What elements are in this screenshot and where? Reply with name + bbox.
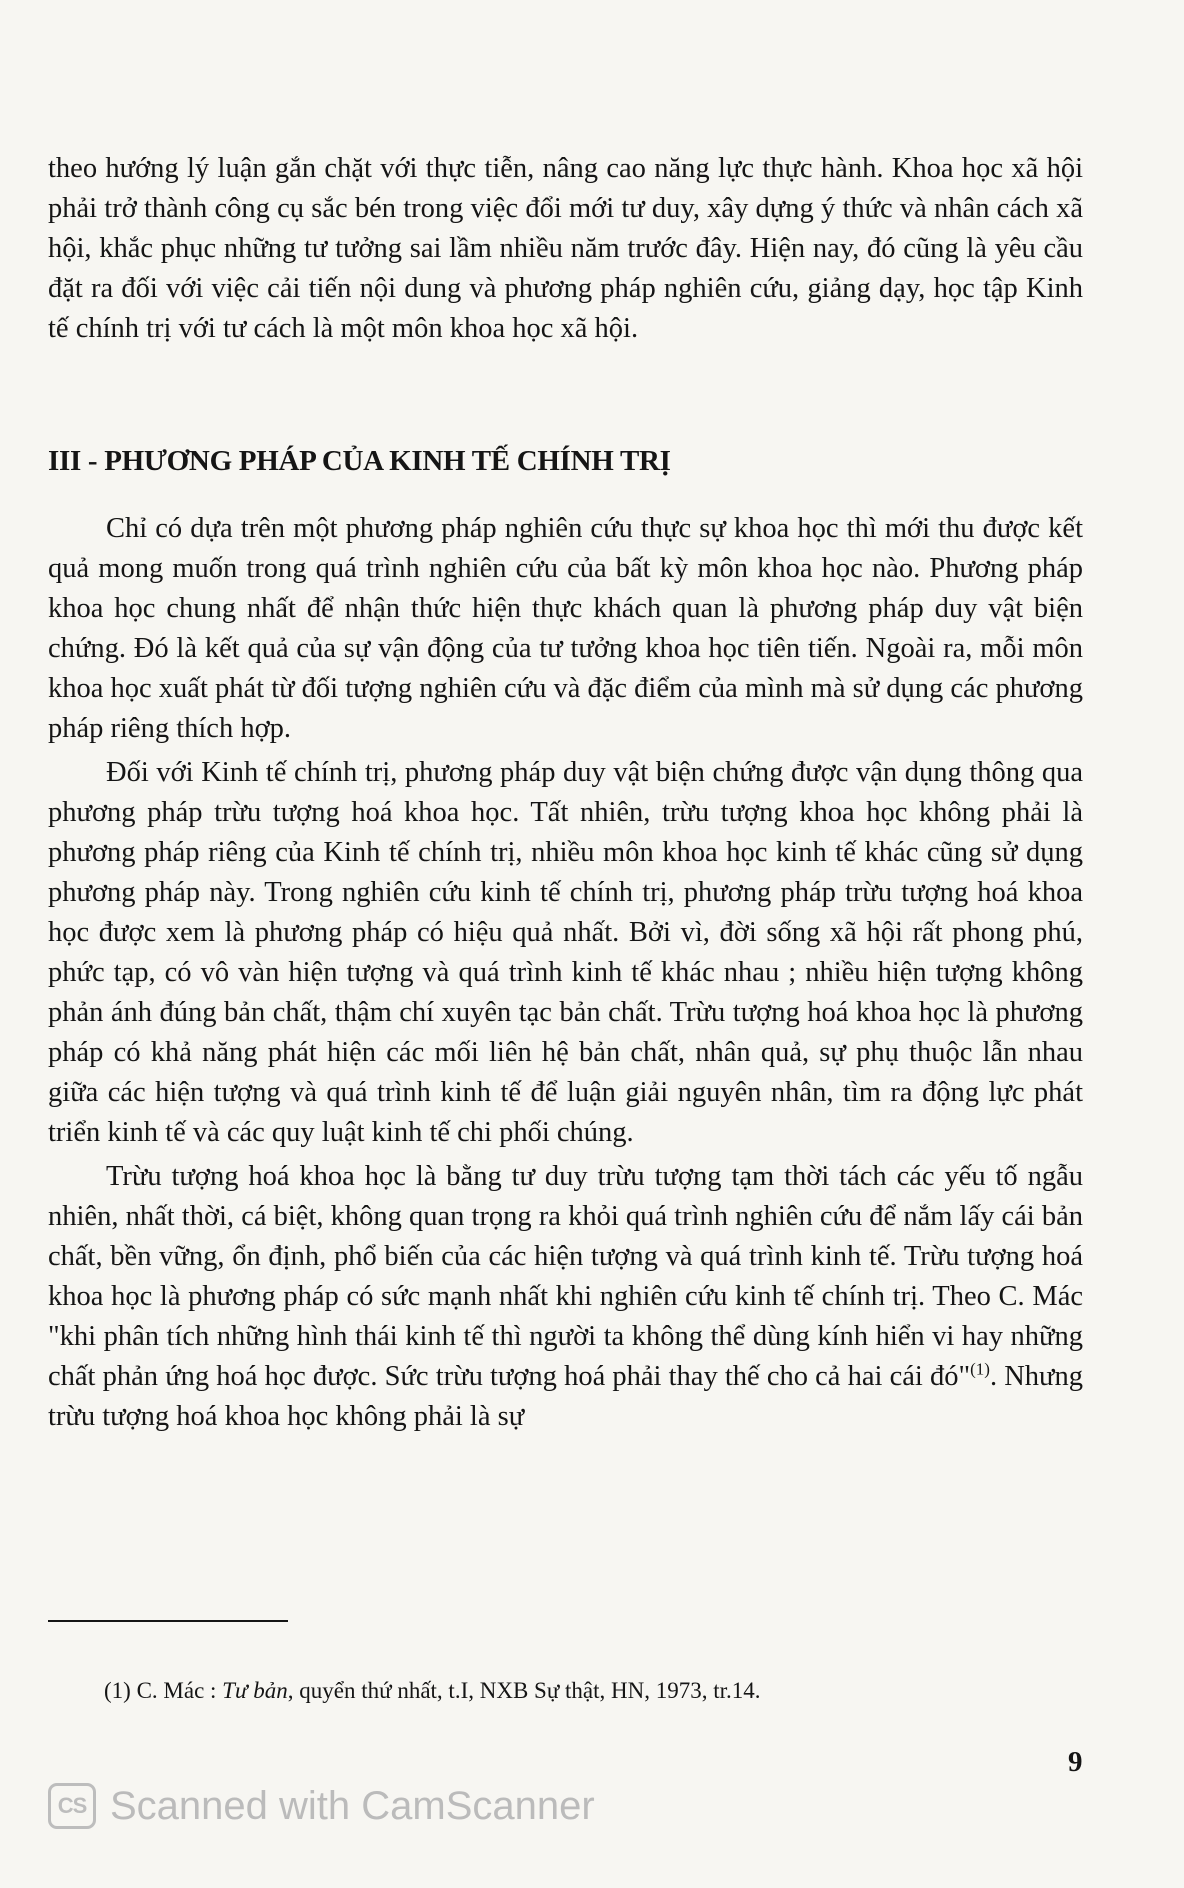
page-number: 9 (1068, 1746, 1083, 1778)
footnote-details: , quyển thứ nhất, t.I, NXB Sự thật, HN, 1973, tr.14. (287, 1678, 761, 1703)
footnote-separator (48, 1620, 288, 1622)
body-paragraph-2: Đối với Kinh tế chính trị, phương pháp duy vật biện chứng được vận dụng thông qua phương pháp trừu tượng hoá khoa học. Tất nhiên, trừu tượng khoa học không phải là phương pháp riêng của Kinh tế chính trị, nhiều môn khoa học kinh tế khác cũng sử dụng phương pháp này. Trong nghiên cứu kinh tế chính trị, phương pháp trừu tượng hoá khoa học được xem là phương pháp có hiệu quả nhất. Bởi vì, đời sống xã hội rất phong phú, phức tạp, có vô vàn hiện tượng và quá trình kinh tế khác nhau ; nhiều hiện tượng không phản ánh đúng bản chất, thậm chí xuyên tạc bản chất. Trừu tượng hoá khoa học là phương pháp có khả năng phát hiện các mối liên hệ bản chất, nhân quả, sự phụ thuộc lẫn nhau giữa các hiện tượng và quá trình kinh tế để luận giải nguyên nhân, tìm ra động lực phát triển kinh tế và các quy luật kinh tế chi phối chúng. (48, 757, 1083, 1148)
footnote-prefix: (1) C. Mác : (104, 1678, 223, 1703)
paragraph-3-continuation: . Nhưng trừu tượng hoá khoa học không phải là sự (48, 1361, 1084, 1432)
footnote-reference: (1) (970, 1359, 990, 1379)
section-body (48, 509, 1083, 1437)
watermark-text: Scanned with CamScanner (110, 1783, 595, 1828)
body-paragraph-3 (48, 1157, 1083, 1437)
camscanner-watermark (48, 1781, 595, 1831)
footnote (104, 1676, 761, 1706)
section-heading: III - PHƯƠNG PHÁP CỦA KINH TẾ CHÍNH TRỊ (48, 445, 671, 477)
intro-paragraph: theo hướng lý luận gắn chặt với thực tiễn, nâng cao năng lực thực hành. Khoa học xã hội phải trở thành công cụ sắc bén trong việc đổi mới tư duy, xây dựng ý thức và nhân cách xã hội, khắc phục những tư tưởng sai lầm nhiều năm trước đây. Hiện nay, đó cũng là yêu cầu đặt ra đối với việc cải tiến nội dung và phương pháp nghiên cứu, giảng dạy, học tập Kinh tế chính trị với tư cách là một môn khoa học xã hội. (48, 153, 1083, 344)
camscanner-logo-icon: CS (48, 1783, 96, 1829)
paragraph-3-text: Trừu tượng hoá khoa học là bằng tư duy trừu tượng tạm thời tách các yếu tố ngẫu nhiên, nhất thời, cá biệt, không quan trọng ra khỏi quá trình nghiên cứu để nắm lấy cái bản chất, bền vững, ổn định, phổ biến của các hiện tượng và quá trình kinh tế. Trừu tượng hoá khoa học là phương pháp có sức mạnh nhất khi nghiên cứu kinh tế chính trị. Theo C. Mác "khi phân tích những hình thái kinh tế thì người ta không thể dùng kính hiển vi hay những chất phản ứng hoá học được. Sức trừu tượng hoá phải thay thế cho cả hai cái đó" (48, 1161, 1083, 1392)
footnote-book-title: Tư bản (222, 1678, 288, 1703)
intro-text-block (48, 149, 1083, 349)
body-paragraph-1: Chỉ có dựa trên một phương pháp nghiên cứu thực sự khoa học thì mới thu được kết quả mong muốn trong quá trình nghiên cứu của bất kỳ môn khoa học nào. Phương pháp khoa học chung nhất để nhận thức hiện thực khách quan là phương pháp duy vật biện chứng. Đó là kết quả của sự vận động của tư tưởng khoa học tiên tiến. Ngoài ra, mỗi môn khoa học xuất phát từ đối tượng nghiên cứu và đặc điểm của mình mà sử dụng các phương pháp riêng thích hợp. (48, 513, 1083, 744)
